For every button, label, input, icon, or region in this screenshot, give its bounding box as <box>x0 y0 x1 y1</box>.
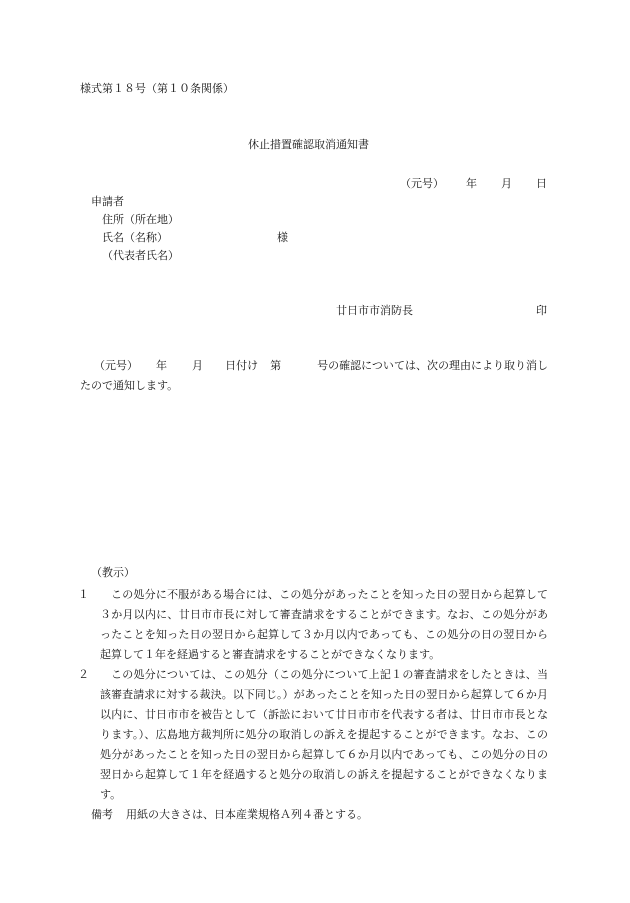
notice-text: この処分については、この処分（この処分について上記１の審査請求をしたときは、当該審査請求に対する裁決。以下同じ。）があったことを知った日の翌日から起算して６か月以内に、廿日市市を被告として（訴訟において廿日市市を代表する者は、廿日市市長となります。）、広島地方裁判所に処分の取消しの訴えを提起することができます。なお、この処分があったことを知った日の翌日から起算して６か月以内であっても、この処分の日の翌日から起算して１年を経過すると処分の取消しの訴えを提起することができなくなります。 <box>100 668 548 801</box>
seal-mark: 印 <box>536 304 547 317</box>
body-month: 月 <box>192 359 204 372</box>
document-title: 休止措置確認取消通知書 <box>248 138 369 151</box>
issuer-name: 廿日市市消防長 <box>336 304 413 317</box>
date-month: 月 <box>501 177 512 190</box>
name-label: 氏名（名称） <box>102 231 168 244</box>
notice-list <box>78 585 548 805</box>
date-year: 年 <box>466 177 477 190</box>
notice-heading: （教示） <box>91 566 135 579</box>
date-era: （元号） <box>400 177 444 190</box>
applicant-heading: 申請者 <box>91 195 124 208</box>
body-dai: 第 <box>270 359 282 372</box>
body-paragraph <box>80 356 548 396</box>
notice-item-1 <box>78 585 548 665</box>
body-day: 日付け <box>225 359 259 372</box>
date-day: 日 <box>536 177 547 190</box>
form-number: 様式第１８号（第１０条関係） <box>80 82 234 95</box>
notice-item-2 <box>78 665 548 805</box>
body-year: 年 <box>156 359 168 372</box>
notice-number: １ <box>78 588 89 601</box>
body-era: （元号） <box>94 359 139 372</box>
address-label: 住所（所在地） <box>102 213 179 226</box>
remarks-label: 備考 <box>91 808 113 821</box>
honorific: 様 <box>277 231 288 244</box>
body-number-rest: 号の確認については、次の理由により取り消したので通知します。 <box>80 359 549 392</box>
remarks-text: 用紙の大きさは、日本産業規格Ａ列４番とする。 <box>126 808 368 821</box>
notice-number: ２ <box>78 668 89 681</box>
notice-text: この処分に不服がある場合には、この処分があったことを知った日の翌日から起算して３か月以内に、廿日市市長に対して審査請求をすることができます。なお、この処分があったことを知った日の翌日から起算して３か月以内であっても、この処分の日の翌日から起算して１年を経過すると審査請求をすることができなくなります。 <box>100 588 548 661</box>
representative-label: （代表者氏名） <box>102 249 179 262</box>
